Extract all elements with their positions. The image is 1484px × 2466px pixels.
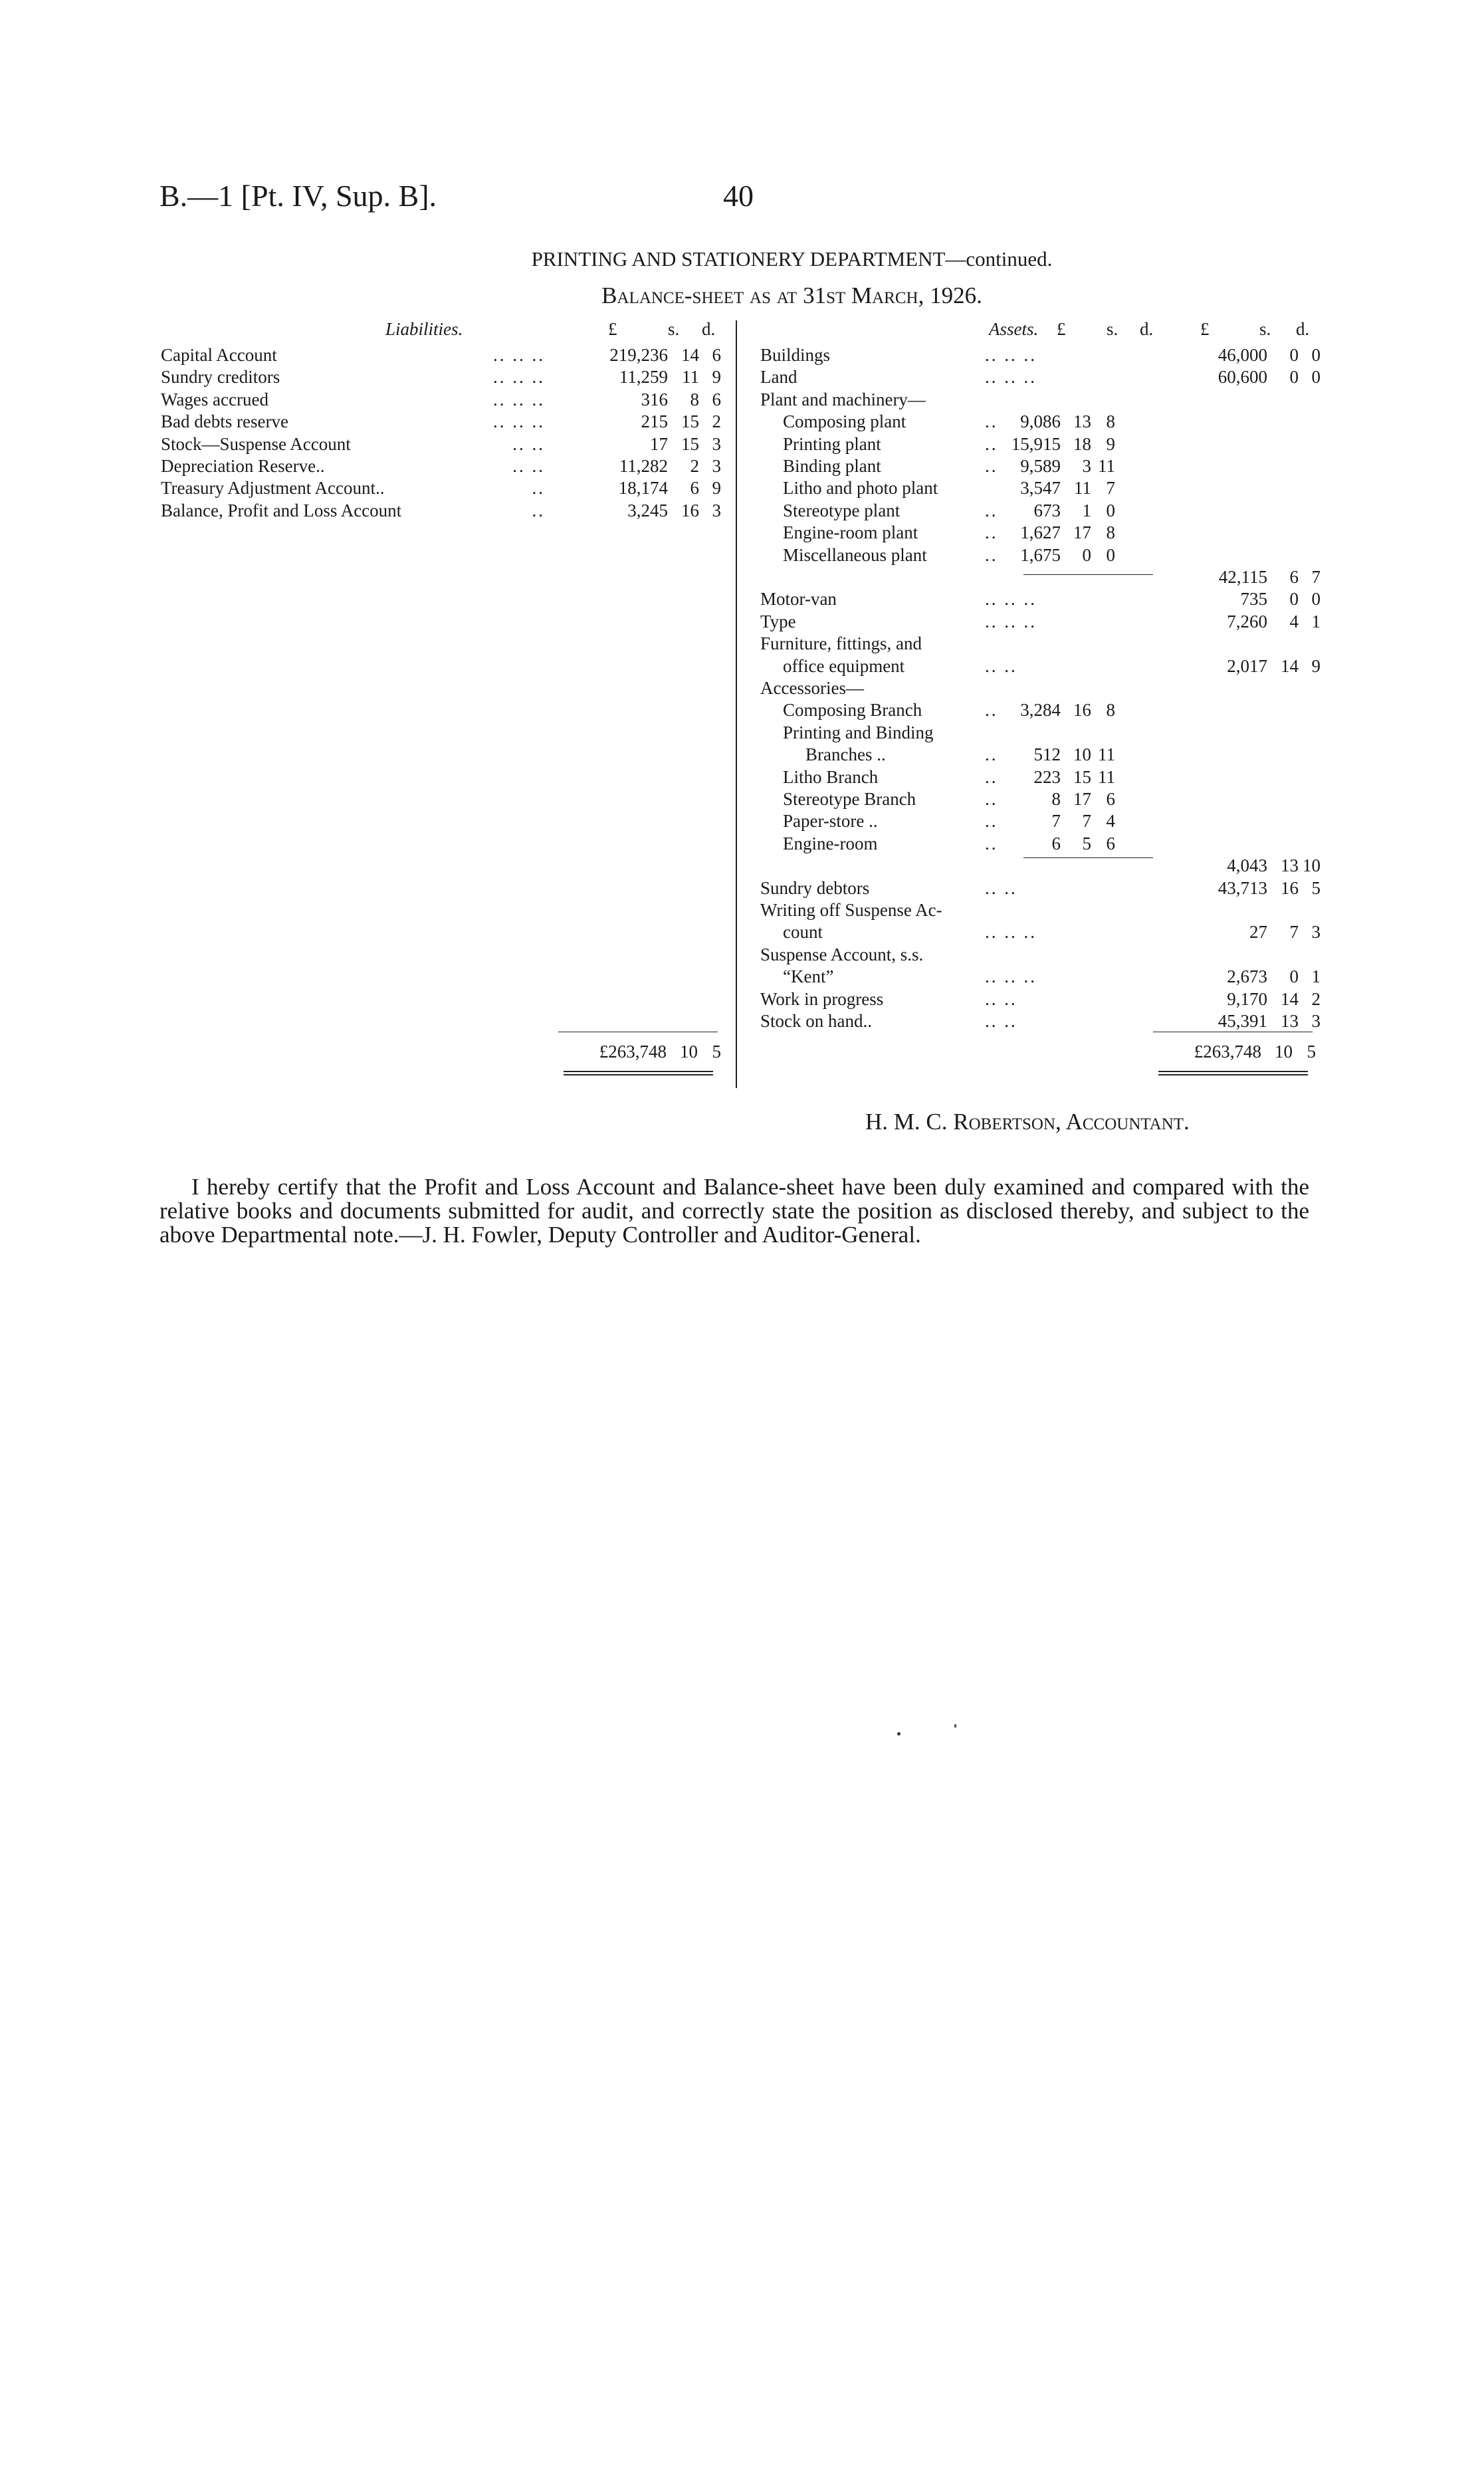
asset-pence-2: 2 bbox=[1311, 988, 1321, 1009]
asset-shillings-1: 5 bbox=[1082, 833, 1091, 853]
liabilities-total-row bbox=[558, 1041, 721, 1063]
liability-shillings: 2 bbox=[690, 456, 699, 476]
asset-pounds-2: 2,673 bbox=[1227, 966, 1267, 987]
asset-row bbox=[759, 677, 1324, 699]
asset-leader-dots: .. bbox=[985, 522, 998, 543]
asset-label: Printing and Binding bbox=[783, 722, 934, 742]
department-title bbox=[0, 247, 1484, 271]
liability-pence: 6 bbox=[712, 389, 721, 409]
assets-shillings-head-2: s. bbox=[1259, 319, 1271, 339]
asset-shillings-1: 11 bbox=[1074, 478, 1091, 499]
liabilities-pence-head: d. bbox=[702, 319, 716, 339]
assets-total-shillings: 10 bbox=[1275, 1042, 1293, 1062]
liability-pounds: 17 bbox=[650, 433, 668, 454]
asset-row bbox=[759, 544, 1324, 566]
liability-row bbox=[159, 433, 724, 455]
asset-pence-1: 8 bbox=[1106, 522, 1115, 543]
subtotal-rule bbox=[1023, 857, 1153, 858]
asset-row bbox=[759, 810, 1324, 832]
asset-shillings-1: 7 bbox=[1082, 811, 1091, 832]
asset-pounds-2: 4,043 bbox=[1227, 855, 1267, 876]
asset-row bbox=[759, 344, 1324, 366]
asset-pence-2: 5 bbox=[1311, 877, 1321, 898]
asset-leader-dots: .. bbox=[985, 500, 998, 520]
asset-label: Binding plant bbox=[783, 456, 881, 476]
liability-pence: 2 bbox=[712, 411, 721, 432]
column-divider bbox=[736, 320, 737, 1088]
asset-pence-2: 10 bbox=[1303, 855, 1321, 876]
asset-row bbox=[759, 944, 1324, 966]
asset-pounds-2: 2,017 bbox=[1227, 655, 1267, 676]
asset-pounds-1: 223 bbox=[1033, 766, 1061, 787]
asset-row bbox=[759, 477, 1324, 499]
assets-pounds-head-1: £ bbox=[1057, 319, 1066, 339]
asset-pence-2: 3 bbox=[1311, 922, 1321, 943]
asset-pence-2: 1 bbox=[1311, 611, 1321, 631]
asset-pounds-2: 42,115 bbox=[1218, 567, 1267, 587]
liability-pounds: 219,236 bbox=[609, 345, 668, 365]
asset-label: Printing plant bbox=[783, 433, 881, 454]
asset-label: Litho and photo plant bbox=[783, 478, 938, 499]
asset-row bbox=[759, 744, 1324, 766]
asset-leader-dots: .. bbox=[985, 411, 998, 432]
liability-shillings: 11 bbox=[682, 367, 699, 388]
scan-speck bbox=[954, 1724, 956, 1728]
asset-label: Litho Branch bbox=[783, 766, 879, 787]
asset-pounds-1: 15,915 bbox=[1011, 433, 1061, 454]
total-double-rule bbox=[1158, 1071, 1308, 1075]
asset-shillings-2: 4 bbox=[1289, 611, 1299, 631]
asset-row bbox=[759, 433, 1324, 455]
asset-leader-dots: .. bbox=[985, 433, 998, 454]
liability-pounds: 316 bbox=[641, 389, 668, 409]
asset-leader-dots: .. .. bbox=[985, 655, 1017, 676]
asset-shillings-2: 14 bbox=[1281, 988, 1299, 1009]
liability-pence: 6 bbox=[712, 345, 721, 365]
asset-pounds-1: 512 bbox=[1033, 744, 1061, 765]
asset-pounds-2: 60,600 bbox=[1218, 367, 1267, 388]
asset-pence-2: 3 bbox=[1311, 1011, 1321, 1031]
liabilities-total-pounds: £263,748 bbox=[599, 1042, 667, 1062]
asset-pence-1: 7 bbox=[1106, 478, 1115, 499]
asset-row bbox=[759, 699, 1324, 721]
assets-total-pounds: £263,748 bbox=[1194, 1042, 1261, 1062]
asset-shillings-1: 17 bbox=[1073, 522, 1091, 543]
liability-leader-dots: .. .. bbox=[512, 433, 545, 454]
asset-row bbox=[759, 389, 1324, 411]
liability-pence: 3 bbox=[712, 433, 721, 454]
asset-row bbox=[759, 766, 1324, 788]
asset-shillings-1: 0 bbox=[1082, 544, 1091, 565]
liability-leader-dots: .. .. .. bbox=[493, 389, 545, 409]
asset-pounds-2: 7,260 bbox=[1227, 611, 1267, 631]
liability-pounds: 3,245 bbox=[627, 500, 668, 520]
asset-pence-1: 6 bbox=[1106, 789, 1115, 809]
asset-label: Stock on hand.. bbox=[760, 1011, 872, 1031]
asset-leader-dots: .. .. bbox=[985, 877, 1017, 898]
asset-label: Writing off Suspense Ac- bbox=[760, 900, 942, 920]
asset-shillings-2: 14 bbox=[1281, 655, 1299, 676]
liability-leader-dots: .. bbox=[532, 478, 545, 499]
total-double-rule bbox=[564, 1071, 713, 1075]
liability-pence: 9 bbox=[712, 367, 721, 388]
asset-shillings-2: 16 bbox=[1281, 877, 1299, 898]
liability-pence: 9 bbox=[712, 478, 721, 499]
assets-heading: Assets. bbox=[989, 319, 1039, 339]
asset-row bbox=[759, 899, 1324, 921]
asset-row bbox=[759, 655, 1324, 677]
liability-row bbox=[159, 500, 724, 522]
asset-shillings-2: 7 bbox=[1289, 922, 1299, 943]
asset-pounds-2: 45,391 bbox=[1218, 1011, 1267, 1031]
asset-label: Buildings bbox=[760, 345, 831, 365]
asset-row bbox=[759, 833, 1324, 855]
asset-pence-2: 1 bbox=[1311, 966, 1321, 987]
asset-leader-dots: .. .. .. bbox=[985, 611, 1037, 631]
subtotal-rule bbox=[1023, 574, 1153, 575]
asset-pounds-1: 9,086 bbox=[1020, 411, 1061, 432]
page-number: 40 bbox=[723, 179, 754, 213]
asset-label: office equipment bbox=[783, 655, 905, 676]
asset-label: “Kent” bbox=[783, 966, 834, 987]
asset-label: count bbox=[783, 922, 823, 943]
asset-pence-1: 8 bbox=[1106, 411, 1115, 432]
asset-label: Composing plant bbox=[783, 411, 906, 432]
asset-pounds-1: 1,675 bbox=[1020, 544, 1061, 565]
asset-shillings-1: 17 bbox=[1073, 789, 1091, 809]
liabilities-total-pence: 5 bbox=[712, 1042, 721, 1062]
asset-leader-dots: .. .. .. bbox=[985, 367, 1037, 388]
liability-label: Capital Account bbox=[161, 345, 277, 365]
asset-shillings-2: 6 bbox=[1289, 567, 1299, 587]
liability-pounds: 11,259 bbox=[619, 367, 668, 388]
asset-pence-1: 0 bbox=[1106, 500, 1115, 520]
liability-label: Balance, Profit and Loss Account bbox=[161, 500, 402, 520]
asset-shillings-2: 13 bbox=[1281, 855, 1299, 876]
asset-shillings-1: 18 bbox=[1073, 433, 1091, 454]
asset-row bbox=[759, 500, 1324, 522]
asset-label: Suspense Account, s.s. bbox=[760, 944, 924, 964]
asset-label: Type bbox=[760, 611, 796, 631]
liability-row bbox=[159, 389, 724, 411]
asset-label: Engine-room bbox=[783, 833, 878, 853]
asset-label: Paper-store .. bbox=[783, 811, 878, 832]
asset-leader-dots: .. bbox=[985, 700, 998, 721]
asset-row bbox=[759, 788, 1324, 810]
balance-sheet-title bbox=[0, 282, 1484, 309]
liability-row bbox=[159, 455, 724, 477]
asset-shillings-1: 1 bbox=[1082, 500, 1091, 520]
liability-row bbox=[159, 477, 724, 499]
assets-total-pence: 5 bbox=[1307, 1042, 1316, 1062]
liabilities-heading: Liabilities. bbox=[385, 319, 463, 339]
liability-shillings: 8 bbox=[690, 389, 699, 409]
audit-certificate: I hereby certify that the Profit and Loss Account and Balance-sheet have been duly examined and compared with the relative books and documents submitted for audit, and correctly state the position as disclosed thereby, and subject to the above Departmental note.—J. H. Fowler, Deputy Controller and Auditor-General. bbox=[159, 1174, 1309, 1248]
asset-label: Stereotype Branch bbox=[783, 789, 916, 809]
liability-row bbox=[159, 366, 724, 388]
asset-label: Accessories— bbox=[760, 678, 864, 698]
liability-shillings: 15 bbox=[681, 411, 699, 432]
asset-pence-2: 0 bbox=[1311, 589, 1321, 610]
liability-label: Treasury Adjustment Account.. bbox=[161, 478, 385, 499]
asset-row bbox=[759, 633, 1324, 655]
asset-leader-dots: .. bbox=[985, 544, 998, 565]
asset-label: Furniture, fittings, and bbox=[760, 633, 922, 654]
asset-label: Stereotype plant bbox=[783, 500, 901, 520]
asset-pence-1: 0 bbox=[1106, 544, 1115, 565]
asset-row bbox=[759, 966, 1324, 988]
asset-pounds-1: 6 bbox=[1051, 833, 1061, 853]
asset-label: Composing Branch bbox=[783, 700, 922, 721]
asset-leader-dots: .. bbox=[985, 833, 998, 853]
asset-leader-dots: .. .. .. bbox=[985, 922, 1037, 943]
asset-leader-dots: .. bbox=[985, 766, 998, 787]
asset-shillings-2: 0 bbox=[1289, 345, 1299, 365]
asset-label: Work in progress bbox=[760, 988, 884, 1009]
scan-speck bbox=[897, 1732, 901, 1736]
asset-shillings-2: 0 bbox=[1289, 589, 1299, 610]
asset-row bbox=[759, 722, 1324, 744]
liability-label: Bad debts reserve bbox=[161, 411, 288, 432]
asset-label: Branches .. bbox=[805, 744, 886, 765]
asset-leader-dots: .. .. .. bbox=[985, 966, 1037, 987]
liability-pounds: 18,174 bbox=[618, 478, 668, 499]
liability-shillings: 6 bbox=[690, 478, 699, 499]
liability-leader-dots: .. .. .. bbox=[493, 345, 545, 365]
asset-pence-2: 7 bbox=[1311, 567, 1321, 587]
asset-pence-1: 9 bbox=[1106, 433, 1115, 454]
asset-pounds-1: 673 bbox=[1033, 500, 1061, 520]
asset-shillings-2: 13 bbox=[1281, 1011, 1299, 1031]
asset-pounds-2: 9,170 bbox=[1227, 988, 1267, 1009]
asset-leader-dots: .. bbox=[985, 744, 998, 765]
assets-pounds-head-2: £ bbox=[1200, 319, 1210, 339]
liabilities-pounds-head: £ bbox=[608, 319, 617, 339]
department-title-text: PRINTING AND STATIONERY DEPARTMENT—continued. bbox=[531, 247, 1053, 271]
asset-shillings-1: 15 bbox=[1073, 766, 1091, 787]
asset-leader-dots: .. bbox=[985, 789, 998, 809]
asset-row bbox=[759, 877, 1324, 899]
asset-pounds-2: 43,713 bbox=[1218, 877, 1267, 898]
document-reference: B.—1 [Pt. IV, Sup. B]. bbox=[159, 179, 437, 213]
asset-pounds-2: 46,000 bbox=[1218, 345, 1267, 365]
assets-pence-head-1: d. bbox=[1140, 319, 1154, 339]
asset-pounds-1: 3,284 bbox=[1020, 700, 1061, 721]
liability-shillings: 14 bbox=[681, 345, 699, 365]
asset-label: Motor-van bbox=[760, 589, 837, 610]
asset-pence-1: 11 bbox=[1098, 744, 1115, 765]
asset-shillings-2: 0 bbox=[1289, 966, 1299, 987]
asset-row bbox=[759, 1010, 1324, 1032]
liability-row bbox=[159, 411, 724, 433]
liability-shillings: 15 bbox=[681, 433, 699, 454]
asset-leader-dots: .. .. bbox=[985, 988, 1017, 1009]
liability-label: Depreciation Reserve.. bbox=[161, 456, 325, 476]
asset-row bbox=[759, 855, 1324, 877]
asset-shillings-2: 0 bbox=[1289, 367, 1299, 388]
assets-pence-head-2: d. bbox=[1296, 319, 1310, 339]
asset-row bbox=[759, 988, 1324, 1010]
asset-label: Sundry debtors bbox=[760, 877, 870, 898]
asset-row bbox=[759, 566, 1324, 588]
asset-pence-2: 0 bbox=[1311, 367, 1321, 388]
asset-pounds-2: 27 bbox=[1249, 922, 1267, 943]
liability-label: Sundry creditors bbox=[161, 367, 280, 388]
liability-label: Stock—Suspense Account bbox=[161, 433, 351, 454]
liability-shillings: 16 bbox=[681, 500, 699, 520]
liability-leader-dots: .. .. bbox=[512, 456, 545, 476]
liability-pence: 3 bbox=[712, 500, 721, 520]
liability-pounds: 215 bbox=[641, 411, 668, 432]
liabilities-total-shillings: 10 bbox=[680, 1042, 698, 1062]
liabilities-shillings-head: s. bbox=[668, 319, 680, 339]
asset-label: Land bbox=[760, 367, 797, 388]
asset-pence-1: 8 bbox=[1106, 700, 1115, 721]
asset-row bbox=[759, 455, 1324, 477]
asset-leader-dots: .. .. .. bbox=[985, 345, 1037, 365]
asset-row bbox=[759, 921, 1324, 943]
accountant-signature bbox=[865, 1109, 1190, 1135]
asset-pence-2: 9 bbox=[1311, 655, 1321, 676]
asset-pounds-1: 1,627 bbox=[1020, 522, 1061, 543]
asset-pounds-1: 3,547 bbox=[1020, 478, 1061, 499]
balance-sheet-title-text: Balance-sheet as at 31st March, 1926. bbox=[601, 282, 982, 308]
liability-pence: 3 bbox=[712, 456, 721, 476]
asset-pounds-1: 7 bbox=[1051, 811, 1061, 832]
asset-pounds-1: 9,589 bbox=[1020, 456, 1061, 476]
asset-shillings-1: 13 bbox=[1073, 411, 1091, 432]
asset-leader-dots: .. .. bbox=[985, 1011, 1017, 1031]
liability-label: Wages accrued bbox=[161, 389, 268, 409]
asset-shillings-1: 16 bbox=[1073, 700, 1091, 721]
liability-pounds: 11,282 bbox=[619, 456, 668, 476]
asset-pence-1: 11 bbox=[1098, 766, 1115, 787]
asset-shillings-1: 3 bbox=[1082, 456, 1091, 476]
asset-row bbox=[759, 411, 1324, 433]
asset-row bbox=[759, 611, 1324, 633]
asset-label: Engine-room plant bbox=[783, 522, 918, 543]
assets-shillings-head-1: s. bbox=[1107, 319, 1118, 339]
asset-pence-1: 6 bbox=[1106, 833, 1115, 853]
asset-row bbox=[759, 588, 1324, 610]
asset-pence-2: 0 bbox=[1311, 345, 1321, 365]
asset-pounds-2: 735 bbox=[1240, 589, 1267, 610]
assets-total-row bbox=[1153, 1041, 1316, 1063]
asset-pence-1: 4 bbox=[1106, 811, 1115, 832]
asset-leader-dots: .. bbox=[985, 456, 998, 476]
asset-pounds-1: 8 bbox=[1051, 789, 1061, 809]
liability-leader-dots: .. .. .. bbox=[493, 411, 545, 432]
asset-pence-1: 11 bbox=[1098, 456, 1115, 476]
asset-shillings-1: 10 bbox=[1073, 744, 1091, 765]
asset-leader-dots: .. bbox=[985, 811, 998, 832]
asset-leader-dots: .. .. .. bbox=[985, 589, 1037, 610]
liability-leader-dots: .. bbox=[532, 500, 545, 520]
asset-row bbox=[759, 366, 1324, 388]
asset-label: Miscellaneous plant bbox=[783, 544, 927, 565]
asset-row bbox=[759, 522, 1324, 544]
liability-leader-dots: .. .. .. bbox=[493, 367, 545, 388]
liability-row bbox=[159, 344, 724, 366]
asset-label: Plant and machinery— bbox=[760, 389, 926, 409]
accountant-signature-text: H. M. C. Robertson, Accountant. bbox=[865, 1109, 1190, 1135]
